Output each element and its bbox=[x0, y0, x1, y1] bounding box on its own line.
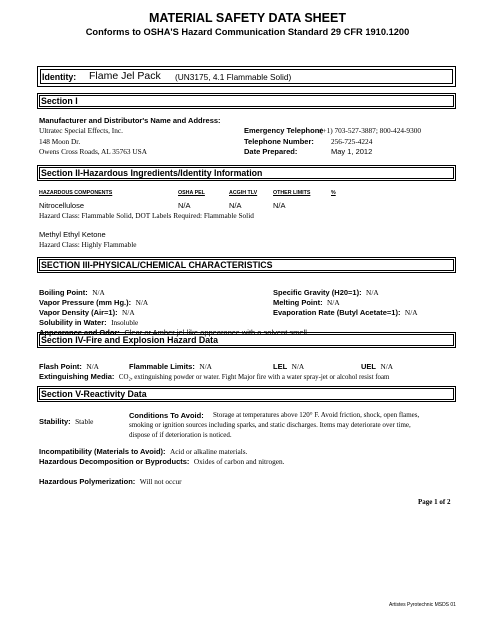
evaporation-rate-label: Evaporation Rate (Butyl Acetate=1): bbox=[273, 308, 401, 317]
vapor-pressure-label: Vapor Pressure (mm Hg.): bbox=[39, 298, 132, 307]
identity-product: Flame Jel Pack bbox=[89, 70, 161, 82]
extinguishing-media-value: CO₂, extinguishing powder or water. Fight Major fire with a water spray-jet or alcohol resist foam bbox=[118, 374, 390, 381]
telephone-value: 256-725-4224 bbox=[331, 137, 373, 146]
company-city: Owens Cross Roads, AL 35763 USA bbox=[39, 147, 147, 156]
section-5-heading: Section V-Reactivity Data bbox=[41, 389, 147, 399]
boiling-point-label: Boiling Point: bbox=[39, 288, 88, 297]
evaporation-rate-row bbox=[273, 302, 418, 320]
column-percent: % bbox=[331, 190, 336, 196]
section-1-header bbox=[37, 93, 456, 109]
column-osha-pel: OSHA PEL bbox=[178, 190, 205, 196]
uel-value: N/A bbox=[380, 362, 394, 371]
section-2-header bbox=[37, 165, 456, 181]
decomposition-row bbox=[39, 451, 284, 469]
section-3-header bbox=[37, 257, 456, 273]
flammable-limits-value: N/A bbox=[199, 362, 212, 371]
column-hazardous-components: HAZARDOUS COMPONENTS bbox=[39, 190, 113, 196]
evaporation-rate-value: N/A bbox=[404, 308, 418, 317]
stability-row bbox=[39, 411, 93, 429]
flash-point-value: N/A bbox=[86, 362, 99, 371]
ingredient-name: Methyl Ethyl Ketone bbox=[39, 230, 106, 239]
company-name: Ultratec Special Effects, Inc. bbox=[39, 126, 123, 135]
document-title: MATERIAL SAFETY DATA SHEET bbox=[149, 11, 346, 25]
ingredient-note: Hazard Class: Highly Flammable bbox=[39, 240, 137, 249]
extinguishing-media-label: Extinguishing Media: bbox=[39, 372, 115, 381]
polymerization-row bbox=[39, 471, 182, 489]
telephone-label: Telephone Number: bbox=[244, 137, 314, 146]
emergency-telephone-value: :(+1) 703-527-3887; 800-424-9300 bbox=[318, 126, 422, 135]
document-id: Artistes Pyrotechnic MSDS 01 bbox=[389, 602, 456, 608]
section-3-heading: SECTION III-PHYSICAL/CHEMICAL CHARACTERISTICS bbox=[41, 260, 273, 270]
stability-value: Stable bbox=[75, 417, 94, 426]
identity-box bbox=[37, 66, 456, 87]
incompatibility-label: Incompatibility (Materials to Avoid): bbox=[39, 447, 166, 456]
decomposition-value: Oxides of carbon and nitrogen. bbox=[193, 457, 285, 466]
extinguishing-media-row bbox=[39, 366, 389, 384]
polymerization-value: Will not occur bbox=[139, 477, 182, 486]
uel-label: UEL bbox=[361, 362, 376, 371]
appearance-label: Appearance and Odor: bbox=[39, 328, 120, 337]
stability-label: Stability: bbox=[39, 417, 71, 426]
melting-point-value: N/A bbox=[327, 298, 340, 307]
section-4-heading: Section IV-Fire and Explosion Hazard Data bbox=[41, 335, 218, 345]
section-2-heading: Section II-Hazardous Ingredients/Identity Information bbox=[41, 168, 263, 178]
page-number: Page 1 of 2 bbox=[418, 498, 451, 506]
conditions-to-avoid-line: smoking or ignition sources including sparks, and static discharges. Items may deteriorate over time, bbox=[129, 421, 411, 429]
solubility-label: Solubility in Water: bbox=[39, 318, 107, 327]
column-acgih-tlv: ACGIH TLV bbox=[229, 190, 258, 196]
company-street: 148 Moon Dr. bbox=[39, 137, 81, 146]
section-1-inner-border bbox=[39, 95, 454, 107]
flash-point-label: Flash Point: bbox=[39, 362, 82, 371]
decomposition-label: Hazardous Decomposition or Byproducts: bbox=[39, 457, 190, 466]
document-subtitle: Conforms to OSHA'S Hazard Communication Standard 29 CFR 1910.1200 bbox=[85, 27, 410, 37]
specific-gravity-value: N/A bbox=[366, 288, 379, 297]
conditions-to-avoid-line: dispose of if deterioration is noticed. bbox=[129, 431, 232, 439]
ingredient-name: Nitrocellulose bbox=[39, 201, 85, 210]
lel-value: N/A bbox=[291, 362, 305, 371]
vapor-density-value: N/A bbox=[122, 308, 135, 317]
section-1-heading: Section I bbox=[41, 96, 78, 106]
ingredient-note: Hazard Class: Flammable Solid, DOT Labels Required: Flammable Solid bbox=[39, 211, 254, 220]
vapor-pressure-value: N/A bbox=[135, 298, 149, 307]
column-other-limits: OTHER LIMITS bbox=[273, 190, 311, 196]
identity-label: Identity: bbox=[42, 72, 77, 82]
ingredient-acgih: N/A bbox=[229, 201, 242, 210]
solubility-value: Insoluble bbox=[111, 318, 139, 327]
section-4-header bbox=[37, 332, 456, 348]
boiling-point-value: N/A bbox=[92, 288, 105, 297]
flammable-limits-label: Flammable Limits: bbox=[129, 362, 195, 371]
melting-point-label: Melting Point: bbox=[273, 298, 323, 307]
conditions-to-avoid-line: Storage at temperatures above 120° F. Avoid friction, shock, open flames, bbox=[213, 411, 420, 419]
section-5-header bbox=[37, 386, 456, 402]
lel-label: LEL bbox=[273, 362, 288, 371]
specific-gravity-label: Specific Gravity (H20=1): bbox=[273, 288, 362, 297]
incompatibility-value: Acid or alkaline materials. bbox=[170, 447, 248, 456]
polymerization-label: Hazardous Polymerization: bbox=[39, 477, 136, 486]
manufacturer-label: Manufacturer and Distributor's Name and Address: bbox=[39, 116, 221, 125]
date-prepared-label: Date Prepared: bbox=[244, 147, 298, 156]
vapor-density-label: Vapor Density (Air=1): bbox=[39, 308, 118, 317]
appearance-value: Clear or Amber jel-like appearance with a solvent smell bbox=[124, 328, 307, 337]
date-prepared-value: May 1, 2012 bbox=[331, 147, 373, 156]
conditions-to-avoid-label: Conditions To Avoid: bbox=[129, 411, 204, 420]
identity-code: (UN3175, 4.1 Flammable Solid) bbox=[175, 72, 292, 82]
emergency-telephone-label: Emergency Telephone bbox=[244, 126, 324, 135]
ingredient-osha: N/A bbox=[178, 201, 191, 210]
ingredient-other: N/A bbox=[273, 201, 286, 210]
